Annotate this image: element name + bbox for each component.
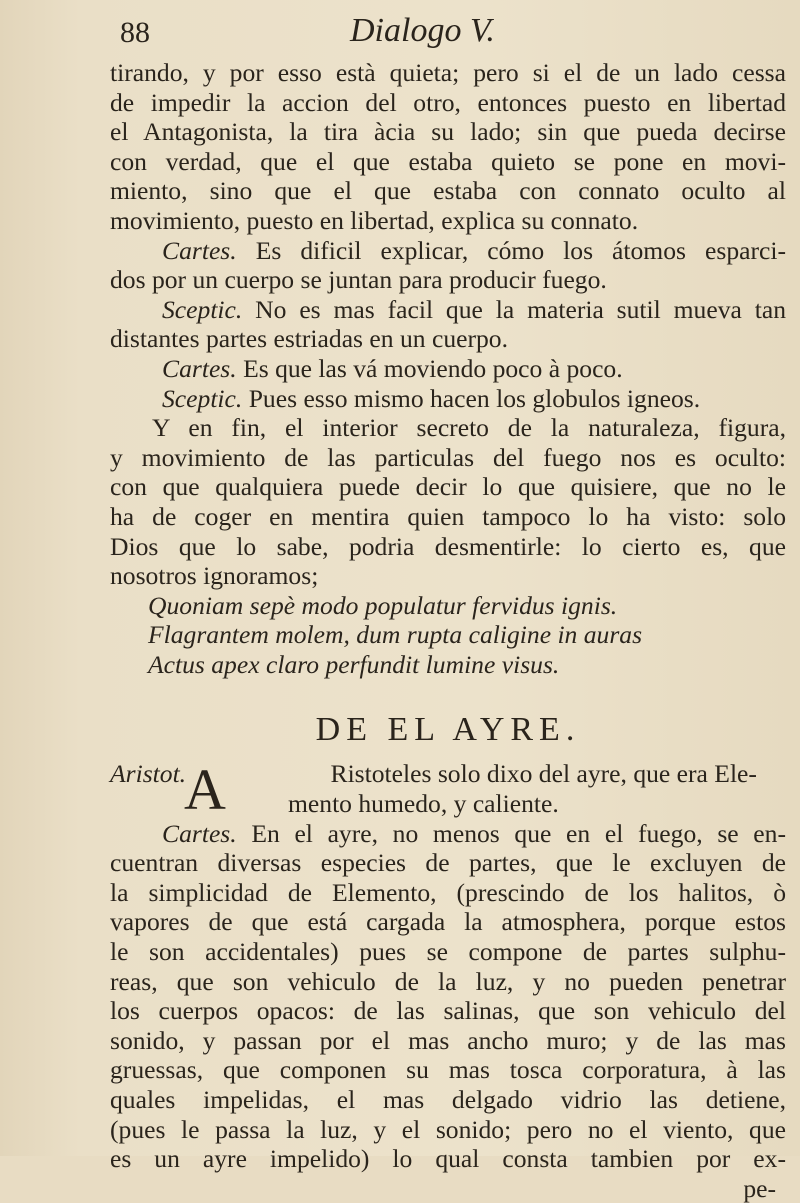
text-span: En el ayre, no menos que en el fuego, se en- (251, 818, 786, 848)
text-line: con verdad, que el que estaba quieto se pone en movi- (110, 146, 786, 176)
text-line: el Antagonista, la tira àcia su lado; sin que pueda decirse (110, 117, 786, 147)
text-line: ha de coger en mentira quien tampoco lo ha visto: solo (110, 501, 786, 531)
dialogue-line (110, 236, 786, 266)
page-header (120, 12, 740, 48)
drop-cap: A (184, 757, 226, 823)
text-line: mento humedo, y caliente. (288, 789, 559, 819)
text-line: Dios que lo sabe, podria desmentirle: lo cierto es, que (110, 531, 786, 561)
speaker-name: Cartes. (162, 353, 237, 383)
text-line: los cuerpos opacos: de las salinas, que son vehiculo del (110, 996, 786, 1026)
text-line: sonido, y passan por el mas ancho muro; y de las mas (110, 1025, 786, 1055)
text-span: Ristoteles solo dixo del ayre, que era Ele- (330, 759, 757, 789)
section-heading: DE EL AYRE. (315, 711, 581, 749)
verse-line: Quoniam sepè modo populatur fervidus ignis. (148, 590, 618, 620)
text-line: dos por un cuerpo se juntan para producir fuego. (110, 265, 607, 295)
text-line: distantes partes estriadas en un cuerpo. (110, 324, 508, 354)
spacer (110, 679, 786, 697)
speaker-name: Aristot. (110, 759, 187, 789)
text-line: movimiento, puesto en libertad, explica su connato. (110, 205, 639, 235)
speaker-name: Sceptic. (162, 383, 243, 413)
text-span: Es dificil explicar, cómo los átomos esparci- (255, 235, 786, 265)
dialogue-line (110, 295, 786, 325)
dialogue-line (110, 354, 786, 384)
text-line: vapores de que está cargada la atmosphera, porque estos (110, 907, 786, 937)
speaker-name: Cartes. (162, 235, 237, 265)
text-line: con que qualquiera puede decir lo que quisiere, que no le (110, 472, 786, 502)
verse-line: Actus apex claro perfundit lumine visus. (148, 649, 560, 679)
text-line: quales impelidas, el mas delgado vidrio las detiene, (110, 1085, 786, 1114)
text-span: Es que las vá moviendo poco à poco. (243, 353, 623, 383)
page-number: 88 (120, 16, 150, 49)
text-line: cuentran diversas especies de partes, que le excluyen de (110, 848, 786, 878)
body-text (110, 58, 786, 1203)
text-line: miento, sino que el que estaba con connato oculto al (110, 176, 786, 206)
dialogue-line (110, 384, 786, 414)
text-span: No es mas facil que la materia sutil mueva tan (255, 294, 786, 324)
text-line: nosotros ignoramos; (110, 561, 319, 591)
running-head: Dialogo V. (350, 12, 495, 49)
catchword: pe- (743, 1173, 776, 1203)
text-line: es un ayre impelido) lo qual consta tambien por ex- (110, 1144, 786, 1174)
dialogue-line (110, 819, 786, 849)
text-span: Pues esso mismo hacen los globulos igneos. (248, 383, 701, 413)
text-line: Y en fin, el interior secreto de la naturaleza, figura, (152, 413, 786, 443)
speaker-name: Cartes. (162, 818, 237, 848)
text-line: tirando, y por esso està quieta; pero si el de un lado cessa (110, 58, 786, 87)
text-line: de impedir la accion del otro, entonces puesto en libertad (110, 87, 786, 117)
verse-line: Flagrantem molem, dum rupta caligine in auras (148, 620, 643, 650)
text-line: y movimiento de las particulas del fuego nos es oculto: (110, 442, 786, 472)
text-line: reas, que son vehiculo de la luz, y no pueden penetrar (110, 966, 786, 996)
text-line: gruessas, que componen su mas tosca corporatura, à las (110, 1055, 786, 1085)
text-line: le son accidentales) pues se compone de partes sulphu- (110, 937, 786, 967)
speaker-name: Sceptic. (162, 294, 243, 324)
text-line: (pues le passa la luz, y el sonido; pero no el viento, que (110, 1114, 786, 1144)
text-line: la simplicidad de Elemento, (prescindo de los halitos, ò (110, 877, 786, 907)
